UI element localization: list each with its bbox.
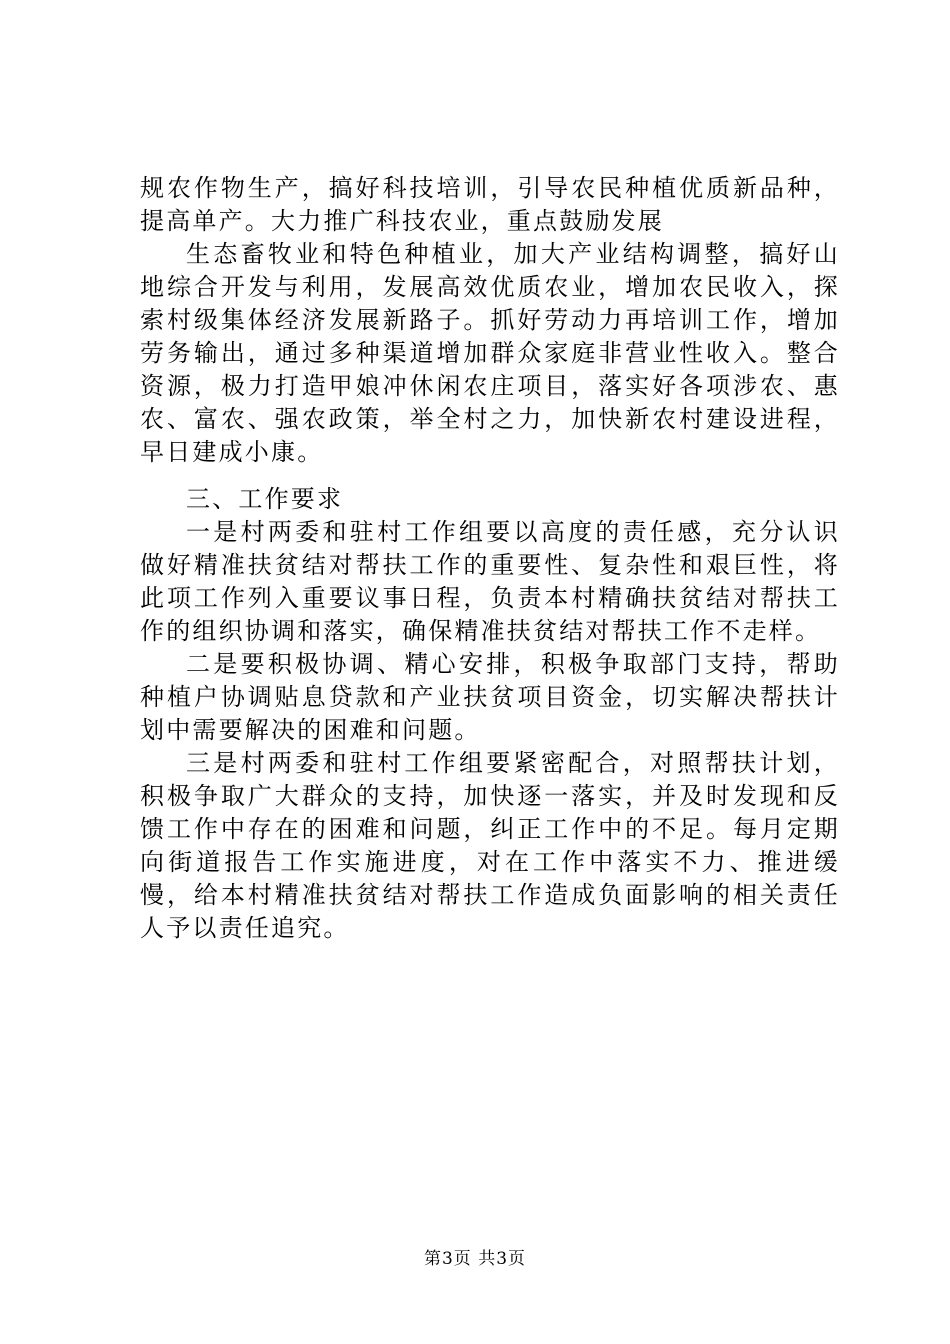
section-heading-work-requirements: 三、工作要求 xyxy=(186,485,344,513)
paragraph-requirement-three: 三是村两委和驻村工作组要紧密配合，对照帮扶计划，积极争取广大群众的支持，加快逐一落实，并及时发现和反馈工作中存在的困难和问题，纠正工作中的不足。每月定期向街道报告工作实施进度，对在工作中落实不力、推进缓慢，给本村精准扶贫结对帮扶工作造成负面影响的相关责任人予以责任追究。 xyxy=(140,749,840,942)
paragraph-requirement-two: 二是要积极协调、精心安排，积极争取部门支持，帮助种植户协调贴息贷款和产业扶贫项目资金，切实解决帮扶计划中需要解决的困难和问题。 xyxy=(140,650,840,744)
paragraph-continued: 规农作物生产，搞好科技培训，引导农民种植优质新品种，提高单产。大力推广科技农业，重点鼓励发展 xyxy=(140,174,840,235)
page-number-label: 第3页 共3页 xyxy=(423,1249,527,1269)
document-body xyxy=(140,172,840,945)
page-footer xyxy=(0,1244,950,1269)
paragraph-requirement-one: 一是村两委和驻村工作组要以高度的责任感，充分认识做好精准扶贫结对帮扶工作的重要性、复杂性和艰巨性，将此项工作列入重要议事日程，负责本村精确扶贫结对帮扶工作的组织协调和落实，确保精准扶贫结对帮扶工作不走样。 xyxy=(140,518,840,645)
paragraph-ecological-farming: 生态畜牧业和特色种植业，加大产业结构调整，搞好山地综合开发与利用，发展高效优质农业，增加农民收入，探索村级集体经济发展新路子。抓好劳动力再培训工作，增加劳务输出，通过多种渠道增加群众家庭非营业性收入。整合资源，极力打造甲娘冲休闲农庄项目，落实好各项涉农、惠农、富农、强农政策，举全村之力，加快新农村建设进程，早日建成小康。 xyxy=(140,240,840,466)
